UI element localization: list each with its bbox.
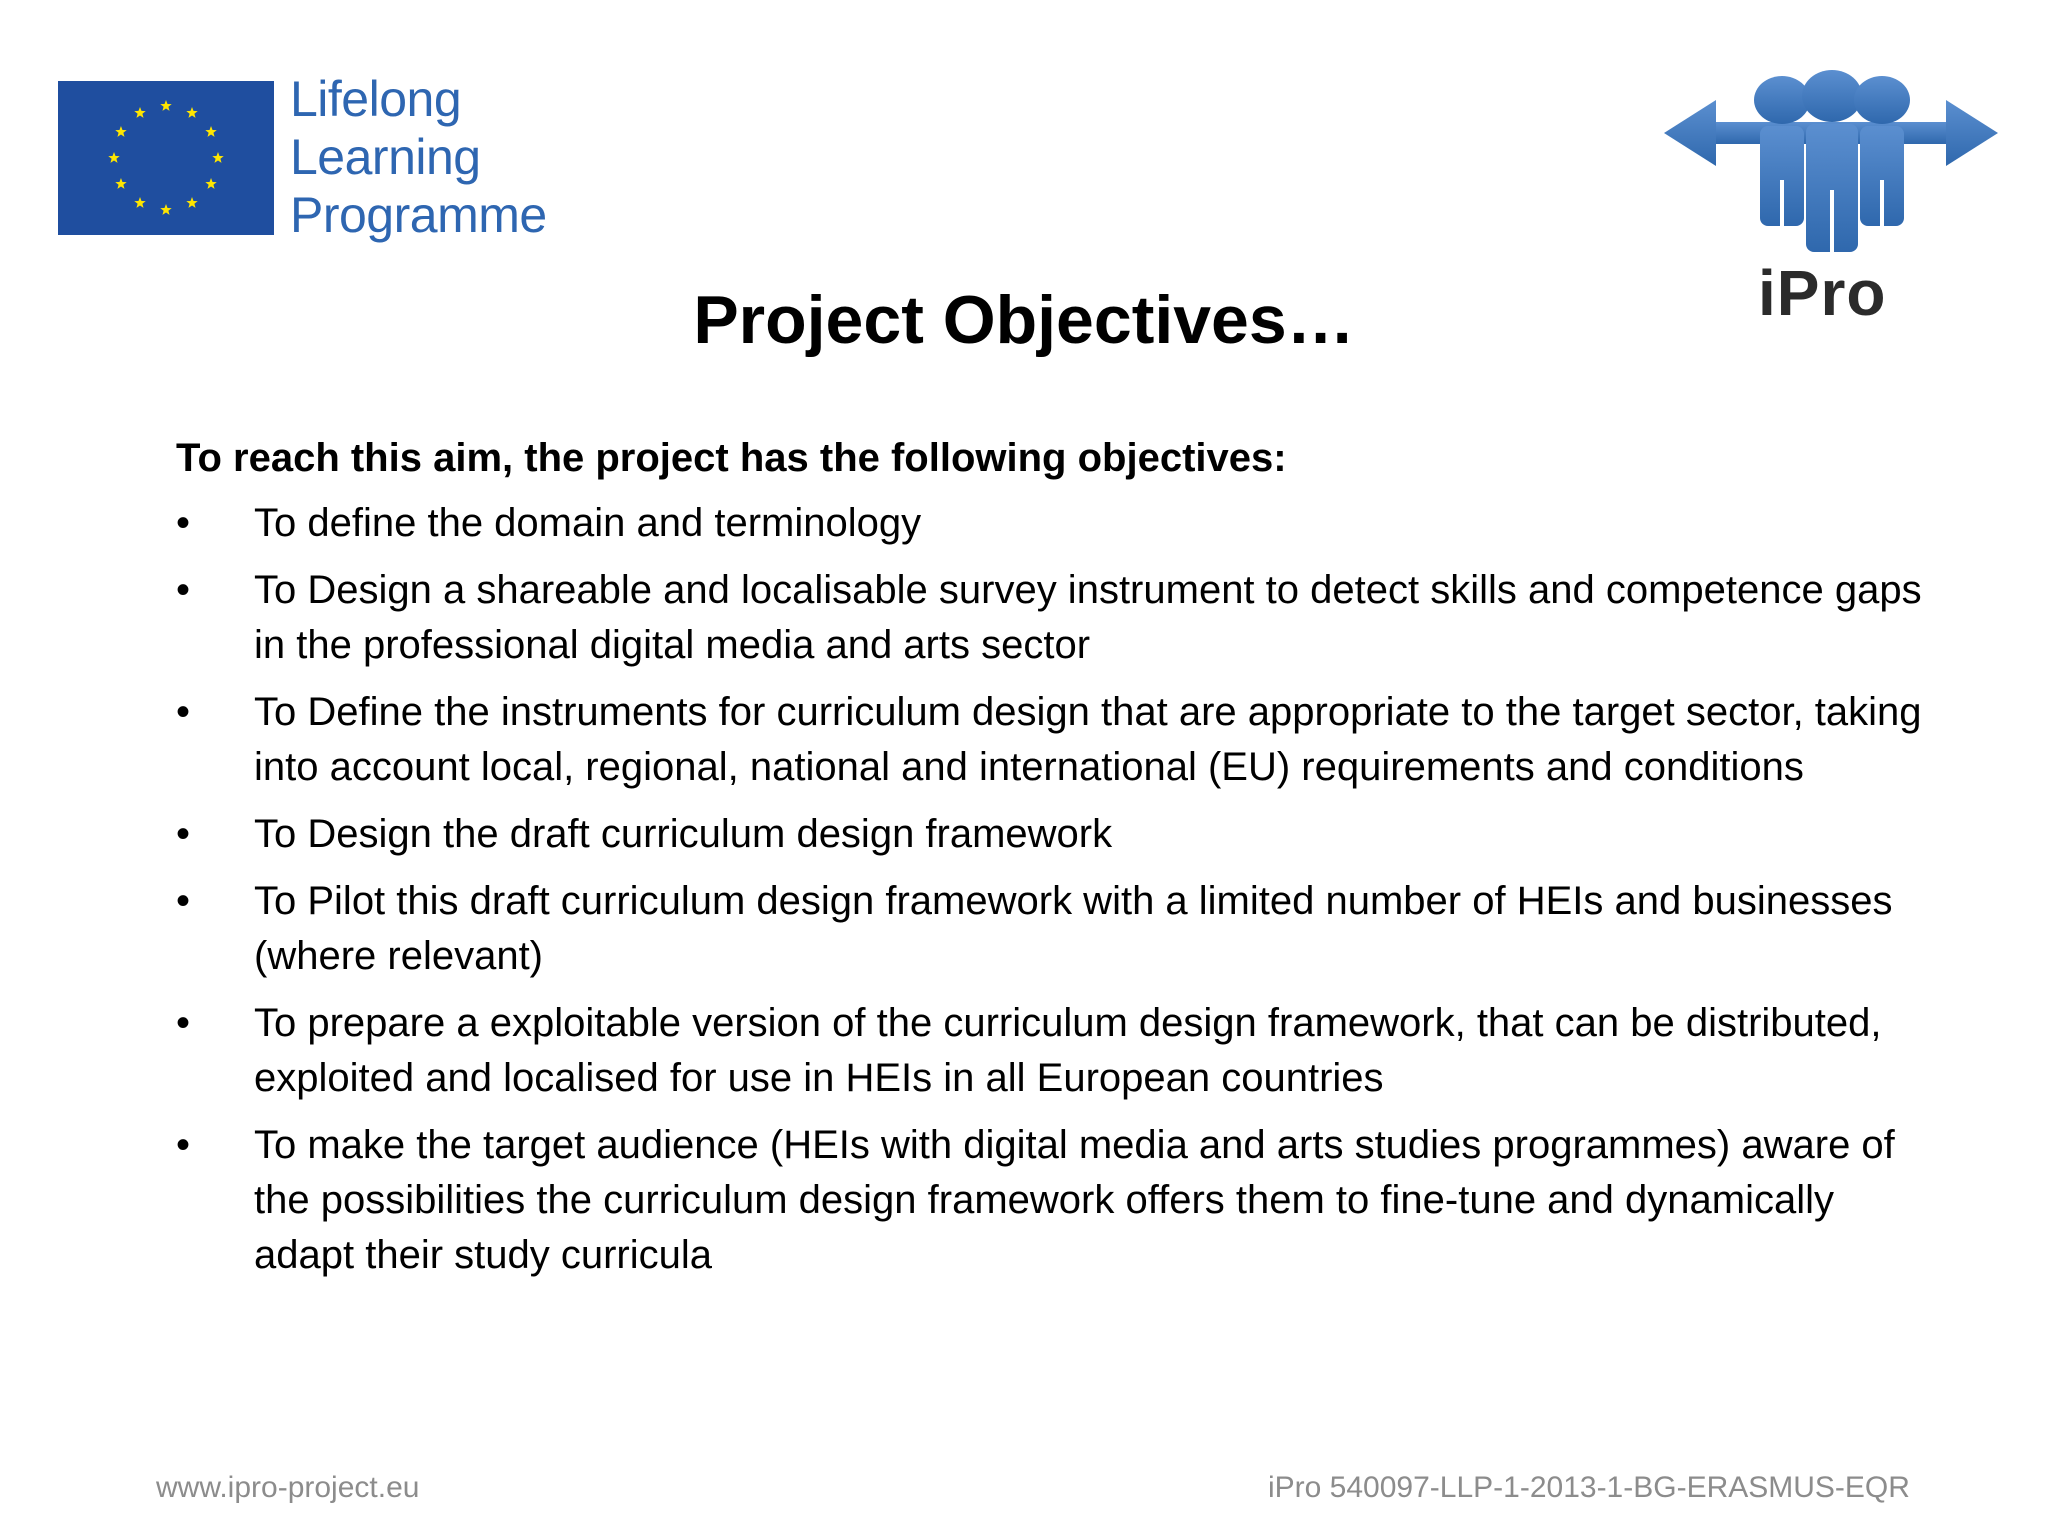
list-item — [176, 685, 1936, 795]
objective-text: To Design the draft curriculum design framework — [254, 812, 1113, 856]
slide-title: Project Objectives… — [693, 282, 1355, 358]
objective-text: To define the domain and terminology — [254, 501, 922, 545]
footer-project-code: iPro 540097-LLP-1-2013-1-BG-ERASMUS-EQR — [1268, 1471, 1910, 1504]
objective-text: To Design a shareable and localisable survey instrument to detect skills and competence gaps in the professional digital media and arts sector — [254, 568, 1922, 667]
objectives-intro: To reach this aim, the project has the following objectives: — [176, 436, 1287, 480]
list-item — [176, 874, 1936, 984]
objective-text: To prepare a exploitable version of the curriculum design framework, that can be distributed, exploited and localised for use in HEIs in all European countries — [254, 1001, 1882, 1100]
list-item — [176, 996, 1936, 1106]
llp-line-2: Learning — [290, 129, 481, 185]
bullet: • — [176, 812, 191, 856]
bullet: • — [176, 690, 191, 734]
objectives-list — [176, 496, 1936, 1295]
ipro-people-arrows-icon — [1664, 70, 2004, 270]
bullet: • — [176, 568, 191, 612]
list-item — [176, 1118, 1936, 1283]
footer-website: www.ipro-project.eu — [156, 1471, 420, 1504]
list-item — [176, 807, 1936, 862]
ipro-logo-text: iPro — [1758, 257, 1887, 329]
bullet: • — [176, 1001, 191, 1045]
objective-text: To Define the instruments for curriculum design that are appropriate to the target sector, taking into account local, regional, national and international (EU) requirements and conditions — [254, 690, 1922, 789]
objective-text: To Pilot this draft curriculum design framework with a limited number of HEIs and businesses (where relevant) — [254, 879, 1893, 978]
objective-text: To make the target audience (HEIs with digital media and arts studies programmes) aware of the possibilities the curriculum design framework offers them to fine-tune and dynamically adapt their study curricula — [254, 1123, 1895, 1277]
list-item — [176, 496, 1936, 551]
llp-line-1: Lifelong — [290, 71, 462, 127]
llp-line-3: Programme — [290, 187, 547, 243]
eu-flag-icon — [58, 81, 274, 235]
lifelong-learning-programme-logo — [58, 71, 558, 248]
llp-logo-text — [290, 70, 547, 244]
bullet: • — [176, 501, 191, 545]
bullet: • — [176, 879, 191, 923]
list-item — [176, 563, 1936, 673]
bullet: • — [176, 1123, 191, 1167]
